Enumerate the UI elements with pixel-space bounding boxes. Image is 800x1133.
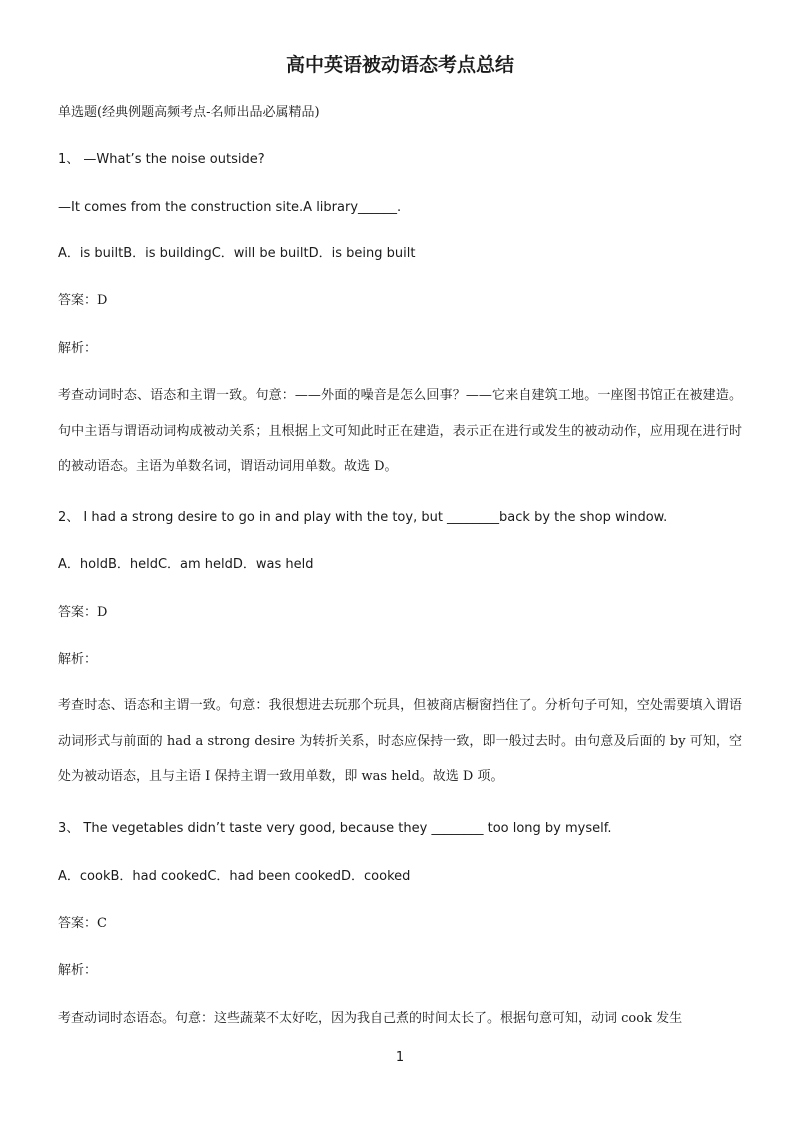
question-2-answer: 答案：D (58, 605, 108, 620)
question-2-analysis-label: 解析： (58, 652, 98, 667)
page-number: 1 (395, 1050, 405, 1065)
document-title: 高中英语被动语态考点总结 (285, 54, 514, 76)
question-1-answer: 答案：D (58, 293, 108, 308)
question-3-analysis: 考查动词时态语态。句意：这些蔬菜不太好吃，因为我自己煮的时间太长了。根据句意可知，动词 cook 发生 (58, 1011, 683, 1026)
question-1-analysis-label: 解析： (58, 341, 98, 356)
question-1-stem: 1、 —What’s the noise outside? (58, 152, 265, 167)
question-1-options: A．is builtB．is buildingC．will be builtD．is being built (58, 246, 416, 261)
question-2-options: A．holdB．heldC．am heldD．was held (58, 557, 314, 572)
question-1-analysis: 考查动词时态、语态和主谓一致。句意：——外面的噪音是怎么回事？——它来自建筑工地。一座图书馆正在被建造。句中主语与谓语动词构成被动关系；且根据上文可知此时正在建造，表示正在进行或发生的被动动作，应用现在进行时的被动语态。主语为单数名词，谓语动词用单数。故选 D。 (58, 388, 742, 474)
section-label: 单选题(经典例题高频考点-名师出品必属精品) (58, 105, 320, 120)
question-3-answer: 答案：C (58, 916, 107, 931)
question-1-stem-reply: —It comes from the construction site.A library______. (58, 200, 402, 215)
question-2-analysis: 考查时态、语态和主谓一致。句意：我很想进去玩那个玩具，但被商店橱窗挡住了。分析句子可知，空处需要填入谓语动词形式与前面的 had a strong desire 为转折关系，时态应保持一致，即一般过去时。由句意及后面的 by 可知，空处为被动语态，且与主语 I 保持主谓一致用单数，即 was held。故选 D 项。 (58, 698, 742, 784)
question-3-options: A．cookB．had cookedC．had been cookedD．cooked (58, 869, 411, 884)
question-2-stem: 2、 I had a strong desire to go in and play with the toy, but ________back by the shop window. (58, 510, 668, 525)
question-3-stem: 3、 The vegetables didn’t taste very good, because they ________ too long by myself. (58, 821, 612, 836)
question-3-analysis-label: 解析： (58, 963, 98, 978)
